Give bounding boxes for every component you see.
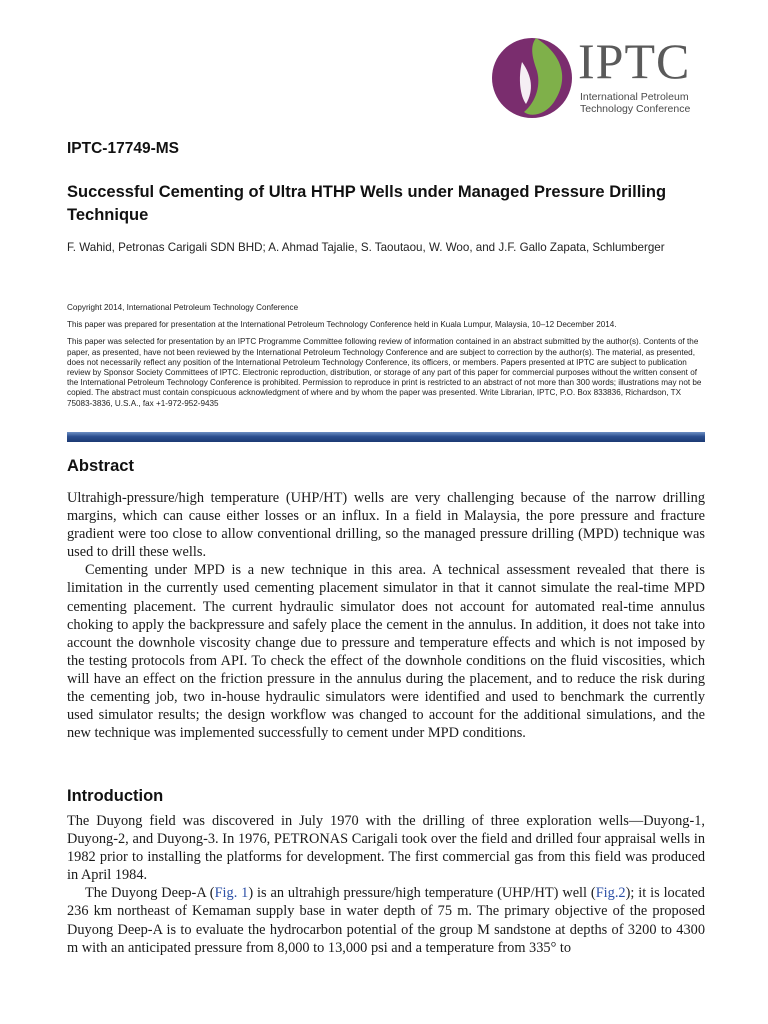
fig-1-link[interactable]: Fig. 1 xyxy=(214,885,249,902)
abstract-body xyxy=(67,489,705,742)
selection-disclaimer: This paper was selected for presentation by an IPTC Programme Committee following review of information contained in an abstract submitted by the author(s). Contents of the paper, as presented, have not been reviewed by the International Petroleum Technology Conference and are subject to correction by the author(s). The material, as presented, does not necessarily reflect any position of the International Petroleum Technology Conference, its officers, or members. Papers presented at IPTC are subject to publication review by Sponsor Society Committees of IPTC. Electronic reproduction, distribution, or storage of any part of this paper for commercial purposes without the written consent of the International Petroleum Technology Conference is prohibited. Permission to reproduce in print is restricted to an abstract of not more than 300 words; illustrations may not be copied. The abstract must contain conspicuous acknowledgment of where and by whom the paper was presented. Write Librarian, IPTC, P.O. Box 833836, Richardson, TX 75083-3836, U.S.A., fax +1-972-952-9435 xyxy=(67,337,702,408)
introduction-heading: Introduction xyxy=(67,787,164,805)
introduction-paragraph-2 xyxy=(67,884,705,956)
copyright-notice xyxy=(67,303,707,416)
intro-p2-text-c: ); it is located 236 km northeast of Kemaman supply base in water depth of 75 m. The primary objective of the proposed Duyong Deep-A is to evaluate the hydrocarbon potential of the group M sandstone at depths of 3200 to 4300 m with an anticipated pressure from 8,000 to 13,000 psi and a temperature from 335° to xyxy=(67,885,705,956)
fig-2-link[interactable]: Fig.2 xyxy=(595,885,626,902)
intro-p2-text-a: The Duyong Deep-A ( xyxy=(85,885,215,902)
iptc-flame-icon xyxy=(492,32,576,122)
paper-authors: F. Wahid, Petronas Carigali SDN BHD; A. Ahmad Tajalie, S. Taoutaou, W. Woo, and J.F. Gallo Zapata, Schlumberger xyxy=(67,241,665,254)
logo-subtitle xyxy=(580,91,720,115)
copyright-line: Copyright 2014, International Petroleum Technology Conference xyxy=(67,303,299,312)
abstract-paragraph-1: Ultrahigh-pressure/high temperature (UHP/HT) wells are very challenging because of the narrow drilling margins, which can cause either losses or an influx. In a field in Malaysia, the pore pressure and fracture gradient were too close to allow conventional drilling, so the managed pressure drilling (MPD) technique was used to drill these wells. xyxy=(67,490,705,561)
iptc-logo xyxy=(492,32,714,122)
paper-title: Successful Cementing of Ultra HTHP Wells under Managed Pressure Drilling Technique xyxy=(67,183,667,224)
paper-id: IPTC-17749-MS xyxy=(67,140,179,157)
intro-p2-text-b: ) is an ultrahigh pressure/high temperature (UHP/HT) well ( xyxy=(248,885,596,902)
logo-subtitle-line2: Technology Conference xyxy=(580,103,691,115)
introduction-body xyxy=(67,812,705,957)
introduction-paragraph-1: The Duyong field was discovered in July 1970 with the drilling of three exploration wells—Duyong-1, Duyong-2, and Duyong-3. In 1976, PETRONAS Carigali took over the field and drilled four appraisal wells in 1982 prior to installing the platforms for development. The first commercial gas from this field was produced in April 1984. xyxy=(67,813,705,884)
section-divider-bar xyxy=(67,432,705,442)
abstract-paragraph-2: Cementing under MPD is a new technique in this area. A technical assessment revealed that there is limitation in the currently used cementing placement simulator in that it cannot simulate the real-time MPD cementing placement. The current hydraulic simulator does not account for automated real-time annulus choking to apply the backpressure and safely place the cement in the annulus. In addition, it does not take into account the downhole viscosity change due to pressure and temperature effects and which is not imposed by the testing protocols from API. To check the effect of the downhole conditions on the fluid viscosities, which will have an effect on the friction pressure in the annulus during the placement, and to reduce the risk during the cementing job, two in-house hydraulic simulators were identified and used to benchmark the currently used simulator results; the design workflow was changed to account for the additional simulations, and the new technique was implemented successfully to cement under MPD conditions. xyxy=(67,562,705,742)
logo-wordmark: IPTC xyxy=(578,33,691,89)
logo-subtitle-line1: International Petroleum xyxy=(580,91,689,103)
presentation-note: This paper was prepared for presentation at the International Petroleum Technology Conference held in Kuala Lumpur, Malaysia, 10–12 December 2014. xyxy=(67,320,617,330)
abstract-heading: Abstract xyxy=(67,457,134,475)
